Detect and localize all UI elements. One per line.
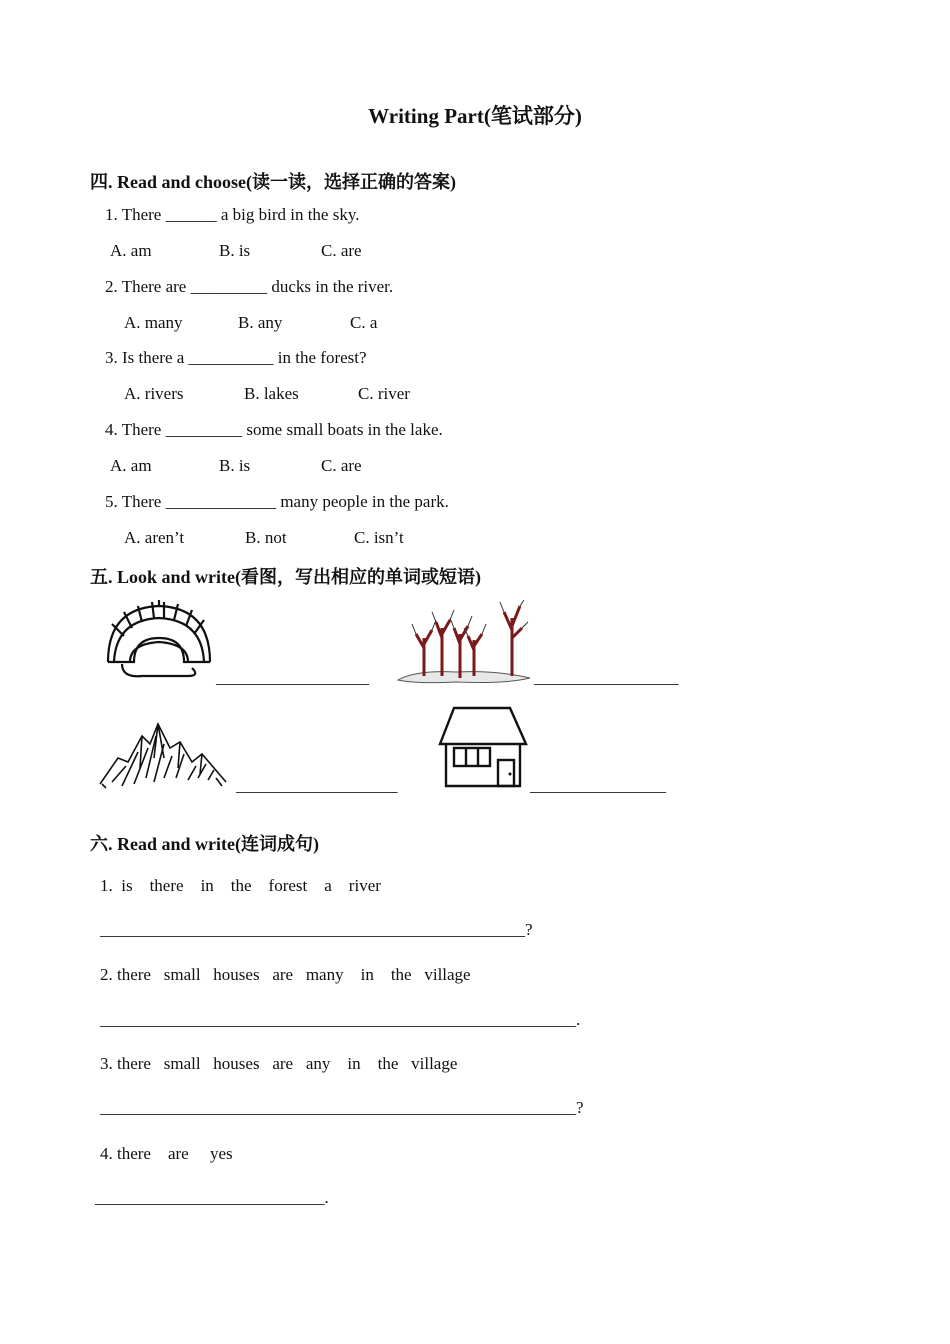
- question-4-option-c[interactable]: C. are: [321, 456, 362, 475]
- blank-house[interactable]: ________________: [530, 776, 666, 795]
- question-2-option-a[interactable]: A. many: [124, 313, 183, 332]
- question-4-stem: 4. There _________ some small boats in the lake.: [105, 420, 443, 439]
- sentence-3-words: 3. there small houses are any in the village: [100, 1054, 458, 1073]
- sentence-1-answer[interactable]: __________________________________________________?: [100, 920, 533, 939]
- question-5-option-c[interactable]: C. isn’t: [354, 528, 404, 547]
- question-3-option-b[interactable]: B. lakes: [244, 384, 299, 403]
- mountains-picture: [98, 718, 230, 792]
- section5-heading: 五. Look and write(看图，写出相应的单词或短语): [90, 567, 481, 587]
- question-5-option-a[interactable]: A. aren’t: [124, 528, 185, 547]
- sentence-4-words: 4. there are yes: [100, 1144, 233, 1163]
- question-5-option-b[interactable]: B. not: [245, 528, 287, 547]
- section6-heading: 六. Read and write(连词成句): [90, 834, 319, 854]
- question-2-stem: 2. There are _________ ducks in the river.: [105, 277, 394, 296]
- sentence-3-answer[interactable]: ________________________________________________________?: [100, 1098, 584, 1117]
- question-3-option-c[interactable]: C. river: [358, 384, 410, 403]
- blank-bridge[interactable]: __________________: [216, 668, 369, 687]
- question-2-option-c[interactable]: C. a: [350, 313, 378, 332]
- question-2-option-b[interactable]: B. any: [238, 313, 283, 332]
- bridge-picture: [102, 598, 216, 684]
- question-1-stem: 1. There ______ a big bird in the sky.: [105, 205, 360, 224]
- question-1-option-c[interactable]: C. are: [321, 241, 362, 260]
- page-title: Writing Part(笔试部分): [368, 104, 582, 128]
- section4-heading: 四. Read and choose(读一读，选择正确的答案): [90, 172, 457, 192]
- sentence-4-answer[interactable]: ___________________________.: [95, 1188, 329, 1207]
- blank-trees[interactable]: _________________: [534, 668, 679, 687]
- trees-picture: [396, 598, 532, 686]
- question-4-option-a[interactable]: A. am: [110, 456, 152, 475]
- sentence-1-words: 1. is there in the forest a river: [100, 876, 381, 895]
- question-5-stem: 5. There _____________ many people in the park.: [105, 492, 449, 511]
- sentence-2-answer[interactable]: ________________________________________________________.: [100, 1010, 581, 1029]
- question-1-option-b[interactable]: B. is: [219, 241, 251, 260]
- question-4-option-b[interactable]: B. is: [219, 456, 251, 475]
- house-picture: [436, 704, 530, 790]
- question-1-option-a[interactable]: A. am: [110, 241, 152, 260]
- question-3-option-a[interactable]: A. rivers: [124, 384, 184, 403]
- question-3-stem: 3. Is there a __________ in the forest?: [105, 348, 367, 367]
- sentence-2-words: 2. there small houses are many in the village: [100, 965, 471, 984]
- blank-mountains[interactable]: ___________________: [236, 776, 398, 795]
